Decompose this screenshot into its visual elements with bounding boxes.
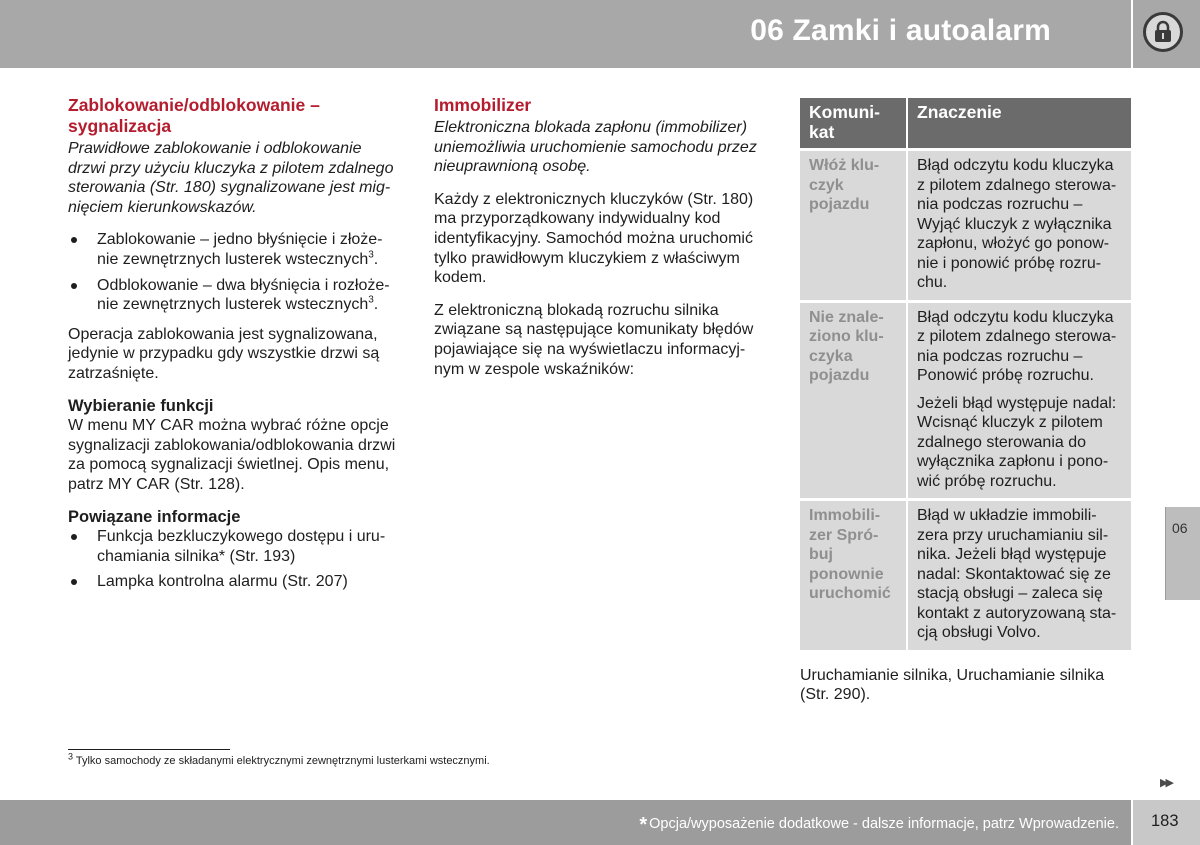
list-item-text: Odblokowanie – dwa błyśnięcia i rozłoże-nie zewnętrznych lusterek wstecznych: [97, 276, 390, 314]
side-tab-label: 06: [1172, 520, 1188, 536]
right-column: [800, 98, 1130, 718]
related-list: [68, 527, 398, 592]
chapter-header-bar: [0, 0, 1131, 68]
body-paragraph: W menu MY CAR można wybrać różne opcje sygnalizacji zablokowania/odblokowania drzwi za pomocą sygnalizacji świetlnej. Opis menu, patrz MY CAR (Str. 128).: [68, 417, 396, 493]
middle-column: [434, 95, 769, 392]
list-item-end: .: [373, 296, 379, 314]
left-column: [68, 95, 398, 602]
body-paragraph: Z elektroniczną blokadą rozruchu silnika związane są następujące komunikaty błędów pojawiające się na wyświetlaczu informacyj-nym w zespole wskaźników:: [434, 301, 754, 378]
meaning-cell: [907, 500, 1131, 650]
engine-start-reference[interactable]: Uruchamianie silnika, Uruchamianie silnika (Str. 290).: [800, 666, 1105, 704]
meaning-text: Błąd odczytu kodu kluczyka z pilotem zdalnego sterowa-nia podczas rozruchu – Ponowić próbę rozruchu.: [917, 308, 1117, 384]
list-item-end: .: [373, 250, 379, 268]
message-table: [800, 98, 1131, 650]
list-item: [68, 230, 398, 269]
list-item-text: Zablokowanie – jedno błyśnięcie i złoże-nie zewnętrznych lusterek wstecznych: [97, 231, 383, 268]
footer-note: [639, 814, 1119, 837]
section-intro: Elektroniczna blokada zapłonu (immobilizer) uniemożliwia uruchomienie samochodu przez nieuprawnioną osobę.: [434, 119, 757, 176]
page-number: 183: [1151, 812, 1179, 830]
section-heading-signalling: Zablokowanie/odblokowanie – sygnalizacja: [68, 95, 320, 136]
table-header-row: [800, 98, 1131, 150]
meaning-cell: [907, 150, 1131, 302]
chapter-icon-box: [1133, 0, 1200, 68]
subheading-function-selection: Wybieranie funkcji: [68, 396, 214, 415]
next-page-arrows-icon: ▶▶: [1160, 777, 1171, 789]
message-cell: Immobili-zer Spró-buj ponownie uruchomić: [800, 500, 907, 650]
chapter-side-tab[interactable]: [1165, 507, 1200, 600]
lock-icon: [1143, 12, 1183, 52]
footnote-ref[interactable]: 3: [368, 249, 374, 261]
page-number-box: [1133, 800, 1200, 845]
footnote: [68, 751, 490, 767]
footer-note-text: Opcja/wyposażenie dodatkowe - dalsze informacje, patrz Wprowadzenie.: [649, 816, 1119, 832]
footnote-text: Tylko samochody ze składanymi elektrycznymi zewnętrznymi lusterkami wstecznymi.: [75, 755, 490, 767]
section-heading-immobilizer: Immobilizer: [434, 95, 532, 115]
option-star: *: [639, 814, 648, 836]
table-row: [800, 500, 1131, 650]
footnote-ref[interactable]: 3: [368, 294, 374, 306]
related-link[interactable]: Funkcja bezkluczykowego dostępu i uru-chamiania silnika* (Str. 193): [68, 527, 398, 566]
footer-bar: [0, 800, 1131, 845]
meaning-text-extra: Jeżeli błąd występuje nadal: Wcisnąć kluczyk z pilotem zdalnego sterowania do wyłącznika zapłonu i pono-wić próbę rozruchu.: [917, 394, 1117, 490]
body-paragraph: Operacja zablokowania jest sygnalizowana, jedynie w przypadku gdy wszystkie drzwi są zatrzaśnięte.: [68, 325, 380, 382]
chapter-title: 06 Zamki i autoalarm: [750, 14, 1051, 47]
body-paragraph: Każdy z elektronicznych kluczyków (Str. 180) ma przyporządkowany indywidualny kod identyfikacyjny. Samochód można uruchomić tylko prawidłowym kluczykiem z właściwym kodem.: [434, 190, 754, 287]
message-cell: Włóż klu-czyk pojazdu: [800, 150, 907, 302]
table-row: [800, 150, 1131, 302]
message-cell: Nie znale-ziono klu-czyka pojazdu: [800, 301, 907, 500]
subheading-related-info: Powiązane informacje: [68, 507, 241, 526]
column-header-message: Komuni-kat: [800, 98, 907, 150]
column-header-meaning: Znaczenie: [907, 98, 1131, 150]
related-link[interactable]: Lampka kontrolna alarmu (Str. 207): [68, 572, 398, 592]
footnote-number: 3: [68, 751, 74, 762]
meaning-cell: [907, 301, 1131, 500]
meaning-text: Błąd odczytu kodu kluczyka z pilotem zdalnego sterowa-nia podczas rozruchu – Wyjąć kluczyk z wyłącznika zapłonu, włożyć go ponow-nie i ponowić próbę rozru-chu.: [917, 157, 1117, 291]
list-item: [68, 276, 398, 315]
signal-list: [68, 230, 398, 314]
section-intro: Prawidłowe zablokowanie i odblokowanie drzwi przy użyciu kluczyka z pilotem zdalnego sterowania (Str. 180) sygnalizowane jest mig-nięciem kierunkowskazów.: [68, 140, 394, 216]
meaning-text: Błąd w układzie immobili-zera przy uruchamianiu sil-nika. Jeżeli błąd występuje nadal: Skontaktować się ze stacją obsługi – zaleca się kontakt z autoryzowaną sta-cją obsługi Volvo.: [917, 507, 1117, 641]
footnote-divider: [68, 749, 230, 750]
table-row: [800, 301, 1131, 500]
